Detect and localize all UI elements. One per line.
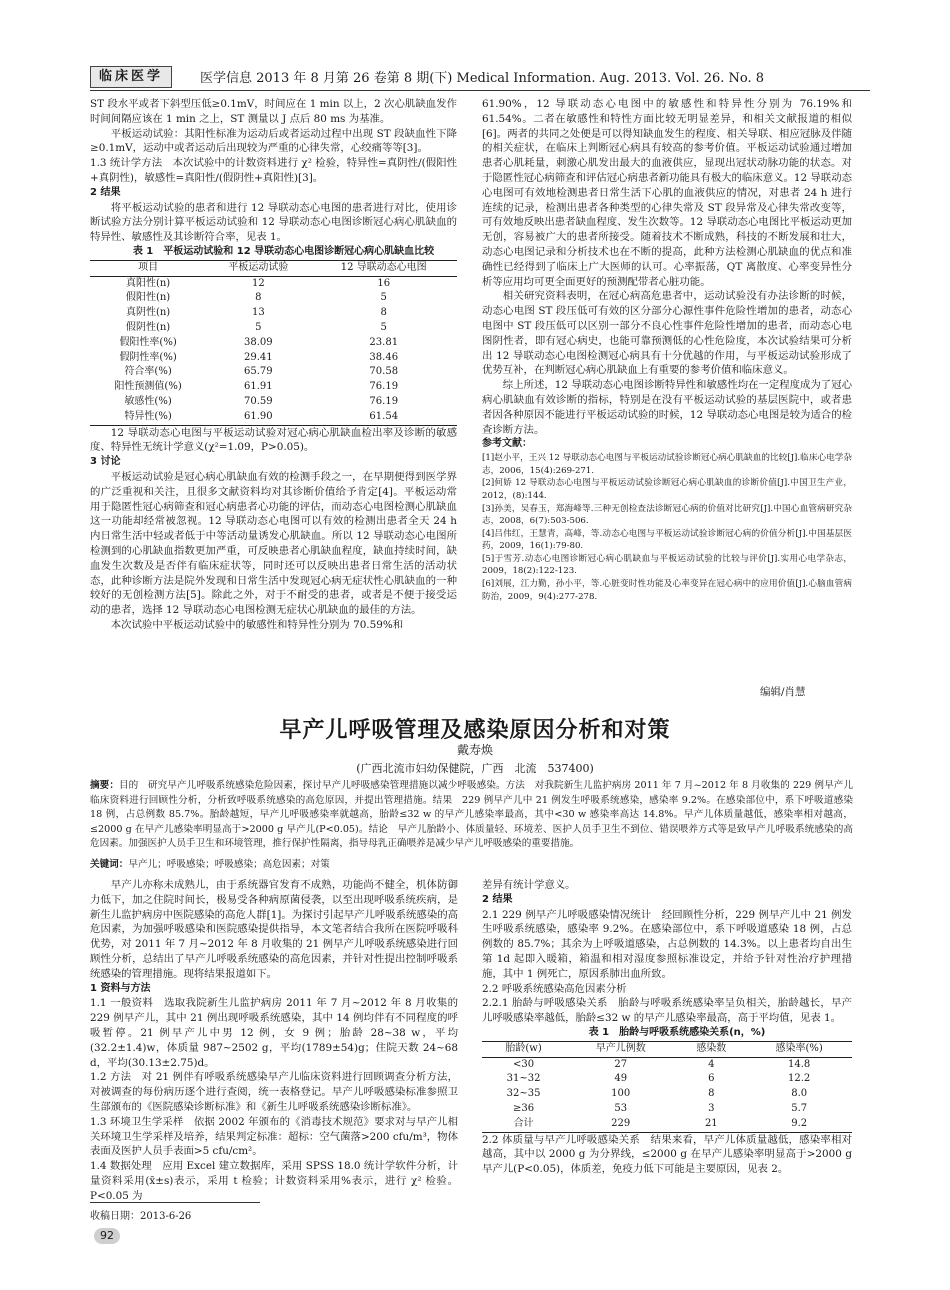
section-heading: 2 结果	[482, 893, 513, 905]
table-header: 项目	[138, 261, 159, 273]
table-cell: 符合率(%)	[124, 366, 172, 378]
table-row	[482, 1117, 852, 1132]
paragraph: 差异有统计学意义。	[482, 879, 576, 891]
table-cell: 13	[251, 307, 265, 319]
author: 戴寿焕	[456, 743, 493, 757]
table-header: 12 导联动态心电图	[340, 261, 427, 273]
paragraph: 12 导联动态心电图与平板运动试验对冠心病心肌缺血检出率及诊断的敏感度、特异性无统计学意义(χ²=1.09，P>0.05)。	[90, 426, 457, 454]
table-header: 感染数	[696, 1042, 727, 1054]
table-cell: 29.41	[244, 351, 273, 363]
table-cell: 8	[255, 292, 262, 304]
article1-column-left	[90, 97, 457, 633]
table-cell: 61.90	[244, 410, 273, 422]
paragraph: 本次试验中平板运动试验中的敏感性和特异性分别为 70.59%和	[110, 618, 404, 631]
table-cell: 真阴性(n)	[125, 307, 171, 319]
paragraph: 1.4 数据处理 应用 Excel 建立数据库，采用 SPSS 18.0 统计学软件分析，计量资料采用(x̄±s)表示，采用 t 检验；计数资料采用%表示，进行 χ² 检验。P<0.05 为	[90, 1160, 458, 1202]
table-cell: 21	[704, 1117, 718, 1129]
table-cell: <30	[513, 1058, 535, 1070]
page-header	[90, 64, 870, 91]
paragraph: 将平板运动试验的患者和进行 12 导联动态心电图的患者进行对比，使用诊断试验方法分别计算平板运动试验和 12 导联动态心电图诊断冠心病心肌缺血的特异性、敏感性及其诊断符合率，见表 1。	[90, 201, 457, 244]
table-row	[482, 1072, 852, 1087]
section-heading: 1 资料与方法	[90, 982, 151, 994]
reference-item: [5]于雪芳.动态心电图诊断冠心病心肌缺血与平板运动试验的比较与评价[J].实用心电学杂志，2009，18(2):122-123.	[482, 553, 852, 577]
table-row	[90, 395, 457, 410]
table-row	[90, 336, 457, 351]
table-cell: 假阴性率(%)	[119, 351, 177, 363]
table-cell: 16	[377, 277, 391, 289]
paragraph: 2.2.1 胎龄与呼吸感染关系 胎龄与呼吸系统感染率呈负相关，胎龄越长，早产儿呼吸感染率越低，胎龄≤32 w 的早产儿感染率最高，高于平均值，见表 1。	[482, 997, 852, 1025]
table-row	[90, 365, 457, 380]
article2-column-left	[90, 878, 458, 1204]
table-cell: 61.91	[244, 381, 273, 393]
reference-item: [4]吕伟红，王慧青，高峰，等.动态心电图与平板运动试验诊断冠心病的价值分析[J].中国基层医药，2009，16(1):79-80.	[482, 528, 852, 552]
table-cell: 假阴性(n)	[125, 321, 171, 333]
table-cell: 5	[255, 321, 262, 333]
table-cell: 阳性预测值(%)	[114, 381, 182, 393]
paragraph: 2.2 体质量与早产儿呼吸感染关系 结果来看，早产儿体质量越低，感染率相对越高，其中以 2000 g 为分界线，≤2000 g 在早产儿感染率明显高于>2000 g 早产儿(P<0.05)，体质差，免疫力低下可能是主要原因，见表 2。	[482, 1133, 852, 1176]
section-heading: 3 讨论	[90, 456, 121, 468]
table-row	[482, 1057, 852, 1072]
references-heading: 参考文献：	[482, 438, 532, 450]
table-header-row	[90, 260, 457, 276]
paragraph: 1.3 环境卫生学采样 依据 2002 年颁布的《消毒技术规范》要求对与早产儿相关环境卫生学采样及培养，结果判定标准：超标：空气菌落>200 cfu/m³，物体表面及医护人员手表面>5 cfu/cm²。	[90, 1115, 458, 1158]
table-cell: 假阳性(n)	[125, 292, 171, 304]
keywords-text: 早产儿；呼吸感染；呼吸感染；高危因素；对策	[128, 859, 330, 870]
section-label: 临床医学	[90, 66, 172, 88]
table-cell: 3	[708, 1102, 715, 1114]
table-header: 胎龄(w)	[505, 1042, 542, 1054]
paragraph: 2.1 229 例早产儿呼吸感染情况统计 经回顾性分析，229 例早产儿中 21 例发生呼吸系统感染，感染率 9.2%。在感染部位中，系下呼吸道感染 18 例，占总例数的 85.7%；其余为上呼吸道感染，占总例数的 14.3%。以上患者均自出生第 1d 起即入暖箱，箱温和相对湿度参照标准设定，并给予针对性治疗护理措施，其中 1 例死亡，原因系肺出血所致。	[482, 908, 852, 980]
table-row	[482, 1087, 852, 1102]
paragraph: 早产儿亦称未成熟儿，由于系统器官发育不成熟，功能尚不健全，机体防御力低下，加之住院时间长，极易受各种病原菌侵袭，以至出现呼吸系统疾病，是新生儿监护病房中医院感染的高危人群[1]。为探讨引起早产儿呼吸系统感染的高危因素，为加强呼吸感染和医院感染提供指导，本文笔者结合我所在医院呼吸科优势，对 2011 年 7 月~2012 年 8 月收集的 21 例早产儿呼吸系统感染进行回顾性分析，总结出了早产儿呼吸系统感染的高危因素，并针对性提出控制呼吸系统感染的管理措施。现将结果报道如下。	[90, 879, 458, 980]
paragraph: 综上所述，12 导联动态心电图诊断特异性和敏感性均在一定程度成为了冠心病心肌缺血有效诊断的指标，特别是在没有平板运动试验的基层医院中，或者患者因各种原因不能进行平板运动试验的时候，12 导联动态心电图是较为适合的检查诊断方法。	[482, 379, 852, 436]
table-row	[90, 410, 457, 425]
reference-list	[482, 452, 852, 603]
table-row	[90, 306, 457, 321]
table-cell: 100	[611, 1088, 631, 1100]
table-cell: 76.19	[369, 381, 399, 393]
table-cell: 14.8	[788, 1058, 811, 1070]
table-cell: 5.7	[791, 1102, 808, 1114]
table-cell: 真阳性(n)	[125, 277, 171, 289]
page-number: 92	[94, 1228, 120, 1244]
table-row	[482, 1102, 852, 1117]
table-cell: 70.58	[369, 366, 399, 378]
table-cell: 23.81	[369, 336, 399, 348]
received-date: 收稿日期：2013-6-26	[90, 1202, 260, 1222]
table-row	[90, 351, 457, 366]
table-cell: 229	[611, 1117, 631, 1129]
gestational-age-table	[482, 1041, 852, 1133]
reference-item: [1]赵小平，王兴 12 导联动态心电图与平板运动试验诊断冠心病心肌缺血的比较[J].临床心电学杂志，2006，15(4):269-271.	[482, 453, 852, 476]
table-row	[90, 291, 457, 306]
table-cell: 8.0	[791, 1088, 808, 1100]
table-cell: 53	[614, 1102, 628, 1114]
editor-note: 编辑/肖慧	[760, 686, 806, 698]
table-cell: 27	[614, 1058, 628, 1070]
table-caption: 表 1 胎龄与呼吸系统感染关系(n，%)	[588, 1026, 766, 1038]
table-cell: 9.2	[791, 1117, 808, 1129]
paragraph: 1.2 方法 对 21 例伴有呼吸系统感染早产儿临床资料进行回顾调查分析方法，对被调查的每份病历逐个进行查阅，统一表格登记。早产儿呼吸感染标准参照卫生部颁布的《医院感染诊断标准》和《新生儿呼吸系统感染诊断标准》。	[90, 1071, 458, 1113]
table-cell: 8	[380, 307, 387, 319]
abstract-text: 目的 研究早产儿呼吸系统感染危险因素，探讨早产儿呼吸感染管理措施以减少呼吸感染。方法 对我院新生儿监护病房 2011 年 7 月~2012 年 8 月收集的 229 例早产儿临床资料进行回顾性分析，分析致呼吸系统感染的高危原因，并提出管理措施。结果 229 例早产儿中 21 例发生呼吸系统感染，感染率 9.2%。在感染部位中，系下呼吸道感染 18 例，占总例数 85.7%。胎龄越短，早产儿呼吸感染率就越高，胎龄≤32 w 的早产儿感染率最高，其中<30 w 感染率高达 14.8%。早产儿体质量越低，感染率相对越高，≤2000 g 在早产儿感染率明显高于>2000 g 早产儿(P<0.05)。结论 早产儿胎龄小、体质量轻、环境差、医护人员手卫生不到位、错误喂养方式等是致早产儿呼吸系统感染的高危因素。加强医护人员手卫生和环境管理，推行保护性隔离，指导母乳正确喂养是减少早产儿呼吸感染的重要措施。	[90, 780, 853, 849]
table-cell: 5	[380, 292, 387, 304]
table-cell: 合计	[513, 1117, 534, 1129]
paragraph: 平板运动试验是冠心病心肌缺血有效的检测手段之一，在早期便得到医学界的广泛重视和关注，且很多文献资料均对其诊断价值给予肯定[4]。平板运动常用于隐匿性冠心病筛查和冠心病患者心功能的评估，而动态心电图检测心肌缺血这一功能却经常被忽视。12 导联动态心电图可以有效的检测出患者全天 24 h 内日常生活中轻或者低于中等活动量诱发心肌缺血。所以 12 导联动态心电图所检测到的心肌缺血指数更加严重，可反映患者心肌缺血程度，缺血持续时间，缺血发生次数及是否伴有临床症状等，同时还可以反映出患者日常生活的活动状态，此种诊断方法是院外发现和日常生活中发现冠心病无症状性心肌缺血的一种较好的无创检测方法[5]。除此之外，对于不耐受的患者，或者是不便于接受运动的患者，选择 12 导联动态心电图检测无症状心肌缺血的最佳的方法。	[90, 470, 457, 617]
section-heading: 2 结果	[90, 186, 121, 198]
table-header: 感染率(%)	[775, 1042, 823, 1054]
paragraph: 2.2 呼吸系统感染高危因素分析	[482, 982, 627, 995]
reference-item: [2]何娇 12 导联动态心电图与平板运动试验诊断冠心病心肌缺血的诊断价值[J].中国卫生产业，2012，(8):144.	[482, 478, 852, 501]
paragraph: 平板运动试验：其阳性标准为运动后或者运动过程中出现 ST 段缺血性下降≥0.1mV，运动中或者运动后出现较为严重的心律失常，心绞痛等等[3]。	[90, 127, 457, 155]
table-row	[90, 276, 457, 291]
table-header-row	[482, 1041, 852, 1057]
table-cell: 38.46	[369, 351, 399, 363]
reference-item: [3]孙美，吴春玉，郑海峰等.三种无创检查法诊断冠心病的价值对比研究[J].中国心血管病研究杂志，2008，6(7):503-506.	[482, 503, 852, 527]
table-caption: 表 1 平板运动试验和 12 导联动态心电图诊断冠心病心肌缺血比较	[132, 245, 435, 257]
table-cell: 31~32	[506, 1073, 541, 1085]
abstract-label: 摘要：	[90, 780, 119, 791]
affiliation: (广西北流市妇幼保健院，广西 北流 537400)	[356, 762, 594, 775]
keywords-label: 关键词：	[90, 859, 129, 870]
table-cell: 8	[708, 1088, 715, 1100]
article1-column-right	[482, 97, 852, 603]
table-cell: 49	[614, 1073, 628, 1085]
reference-item: [6]刘展，江力勤，孙小平，等.心脏变时性功能及心率变异在冠心病中的应用价值[J].心脑血管病防治，2009，9(4):277-278.	[482, 579, 852, 602]
table-cell: 65.79	[244, 366, 273, 378]
table-cell: 12	[251, 277, 265, 289]
abstract	[90, 779, 853, 852]
paragraph: 61.90%，12 导联动态心电图中的敏感性和特异性分别为 76.19%和 61.54%。二者在敏感性和特性方面比较无明显差异，和相关文献报道的相似[6]。两者的共同之处便是可以得知缺血发生的程度、相关导联、相应冠脉及伴随的相关症状，在临床上判断冠心病具有较高的参考价值。平板运动试验通过增加患者心肌耗量，刺激心肌发出最大的血液供应，显现出冠状动脉功能的状态。对于隐匿性冠心病筛查和评估冠心病患者新功能具有极大的临床意义。12 导联动态心电图可有效地检测患者日常生活下心肌的血液供应的情况，对患者 24 h 进行连续的记录，检测出患者各种类型的心律失常及 ST 段异常及心律失常改变等，可有效地反映出患者缺血程度、发生次数等。12 导联动态心电图比平板运动更加无创，容易被广大的患者所接受。随着技术不断成熟，科技的不断发展和壮大，动态心电图记录和分析技术也在不断的提高，此种方法检测心肌缺血的优点和准确性已经得到了临床上广大医师的认可。心率振荡，QT 离散度、心率变异性分析等应用均可更全面更好的预测配带者心脏功能。	[482, 98, 852, 288]
keywords	[90, 856, 853, 870]
table-cell: 12.2	[788, 1073, 811, 1085]
table-cell: 32~35	[506, 1088, 541, 1100]
table-cell: 61.54	[369, 410, 399, 422]
table-cell: 5	[380, 321, 387, 333]
table-row	[90, 380, 457, 395]
table-cell: ≥36	[513, 1102, 535, 1114]
table-cell: 敏感性(%)	[124, 395, 172, 407]
table-cell: 假阳性率(%)	[119, 336, 177, 348]
paragraph: 相关研究资料表明，在冠心病高危患者中，运动试验没有办法诊断的时候，动态心电图 ST 段压低可有效的区分部分心源性事件危险性增加的患者，动态心电图中 ST 段压低可以区别一部分不良心性事件危险性增加的患者，而动态心电图阴性者，即有冠心病史，也能可靠预测低的心性危险度，本次试验结果可分析出 12 导联动态心电图检测冠心病具有十分优越的作用，与平板运动试验形成了优势互补，在判断冠心病心肌缺血上有重要的参考价值和临床意义。	[482, 290, 852, 377]
table-cell: 76.19	[369, 395, 399, 407]
table-header: 平板运动试验	[228, 261, 289, 273]
article2-column-right	[482, 878, 852, 1177]
paragraph: ST 段水平或者下斜型压低≥0.1mV，时间应在 1 min 以上，2 次心肌缺血发作时间间隔应该在 1 min 之上，ST 测量以 J 点后 80 ms 为基准。	[90, 98, 457, 125]
journal-citation: 医学信息 2013 年 8 月第 26 卷第 8 期(下) Medical Information. Aug. 2013. Vol. 26. No. 8	[200, 71, 765, 86]
table-row	[90, 321, 457, 336]
table-cell: 6	[708, 1073, 715, 1085]
table-cell: 特异性(%)	[124, 410, 172, 422]
table-cell: 70.59	[244, 395, 273, 407]
paragraph: 1.3 统计学方法 本次试验中的计数资料进行 χ² 检验，特异性=真阴性/(假阳性+真阴性)，敏感性=真阳性/(假阴性+真阳性)[3]。	[90, 157, 457, 184]
comparison-table	[90, 260, 457, 426]
table-header: 早产儿例数	[595, 1042, 646, 1054]
table-cell: 4	[708, 1058, 715, 1070]
table-cell: 38.09	[244, 336, 273, 348]
paragraph: 1.1 一般资料 选取我院新生儿监护病房 2011 年 7 月~2012 年 8 月收集的 229 例早产儿，其中 21 例出现呼吸系统感染，其中 14 例均伴有不同程度的呼吸暂停。21 例早产儿中男 12 例，女 9 例；胎龄 28~38 w，平均(32.2±1.4)w，体质量 987~2502 g，平均(1789±54)g；住院天数 24~68 d，平均(30.13±2.75)d。	[90, 997, 458, 1069]
article-title: 早产儿呼吸管理及感染原因分析和对策	[279, 718, 671, 743]
